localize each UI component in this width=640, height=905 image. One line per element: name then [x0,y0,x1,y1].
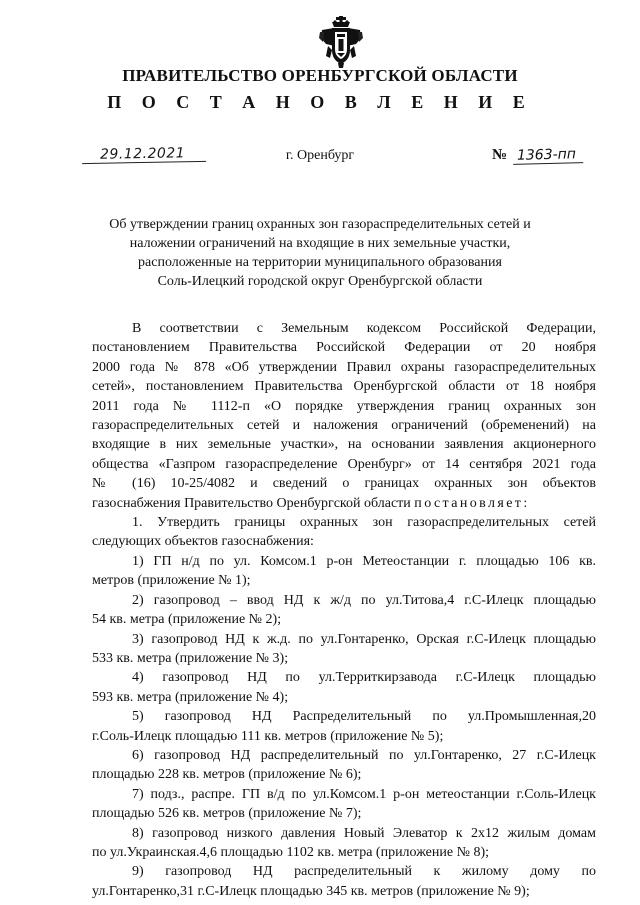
preamble-line: № (16) 10-25/4082 и сведений о границах охранных зон объектов [92,476,596,492]
list-item-line: 2) газопровод – ввод НД к ж/д по ул.Титова,4 г.С-Илецк площадью [132,592,596,608]
number-sign: № [492,147,508,163]
list-item-line: 9) газопровод НД распределительный к жилому дому по [132,864,596,880]
subject-line: Соль-Илецкий городской округ Оренбургской области [157,274,483,289]
document-number: 1363-пп [513,146,583,165]
list-item-line: по ул.Украинская.4,6 площадью 1102 кв. метра (приложение № 8); [92,844,490,860]
list-item-line: 3) газопровод НД к ж.д. по ул.Гонтаренко, Орская г.С-Илецк площадью [132,631,596,647]
list-item-line: 8) газопровод низкого давления Новый Элеватор к 2х12 жилым домам [132,825,596,841]
list-item-line: 1) ГП н/д по ул. Комсом.1 р-он Метеостанции г. площадью 106 кв. [132,553,596,569]
document-body [92,319,596,901]
preamble-line: общества «Газпром газораспределение Оренбург» от 14 сентября 2021 года [92,456,596,472]
preamble-last-line [92,494,596,513]
clause-line: 1. Утвердить границы охранных зон газораспределительных сетей [132,515,596,531]
preamble-line: газораспределительных сетей и наложения ограничений (обременений) на [92,418,596,434]
list-item-line: 593 кв. метра (приложение № 4); [92,689,289,705]
city-label: г. Оренбург [285,148,355,163]
list-item-line: площадью 228 кв. метров (приложение № 6); [92,767,362,783]
list-item-line: 533 кв. метра (приложение № 3); [92,650,289,666]
document-number-block [492,146,583,164]
subject-line: расположенные на территории муниципального образования [138,255,502,270]
preamble-line-start: газоснабжения Правительство Оренбургской области [92,495,415,511]
list-item-line: г.Соль-Илецк площадью 111 кв. метров (приложение № 5); [92,728,444,744]
list-item-line: 5) газопровод НД Распределительный по ул.Промышленная,20 [132,709,596,725]
clause-line: следующих объектов газоснабжения: [92,534,314,550]
document-date: 29.12.2021 [82,145,206,164]
list-item-line: 54 кв. метра (приложение № 2); [92,612,282,628]
list-item-line: 7) подз., распре. ГП в/д по ул.Комсом.1 р-он метеостанции г.Соль-Илецк [132,786,596,802]
coat-of-arms-icon [318,16,364,68]
list-item-line: площадью 526 кв. метров (приложение № 7); [92,806,362,822]
document-subject [60,215,580,291]
preamble-line: В соответствии с Земельным кодексом Российской Федерации, [132,321,596,336]
document-type-title: П О С Т А Н О В Л Е Н И Е [107,92,533,112]
preamble-line: 2011 года № 1112-п «О порядке утверждения границ охранных зон [92,398,596,414]
list-item-line: 6) газопровод НД распределительный по ул.Гонтаренко, 27 г.С-Илецк [132,747,596,763]
preamble-line: входящие в них земельные участки», на основании заявления акционерного [92,437,596,453]
list-item-line: метров (приложение № 1); [92,573,251,589]
list-item-line: 4) газопровод НД по ул.Территкирзавода г.С-Илецк площадью [132,670,596,686]
preamble-line: 2000 года № 878 «Об утверждении Правил охраны газораспределительных [92,359,596,375]
subject-line: наложении ограничений на входящие в них земельные участки, [129,236,511,251]
government-title: ПРАВИТЕЛЬСТВО ОРЕНБУРГСКОЙ ОБЛАСТИ [122,66,518,85]
preamble-line: сетей», постановлением Правительства Оренбургской области от 18 ноября [92,379,596,395]
list-item-line: ул.Гонтаренко,31 г.С-Илецк площадью 345 кв. метров (приложение № 9); [92,883,530,899]
preamble-line: постановлением Правительства Российской Федерации от 20 ноября [92,340,596,356]
subject-line: Об утверждении границ охранных зон газораспределительных сетей и [109,217,531,232]
resolves-word: постановляет: [414,495,530,511]
